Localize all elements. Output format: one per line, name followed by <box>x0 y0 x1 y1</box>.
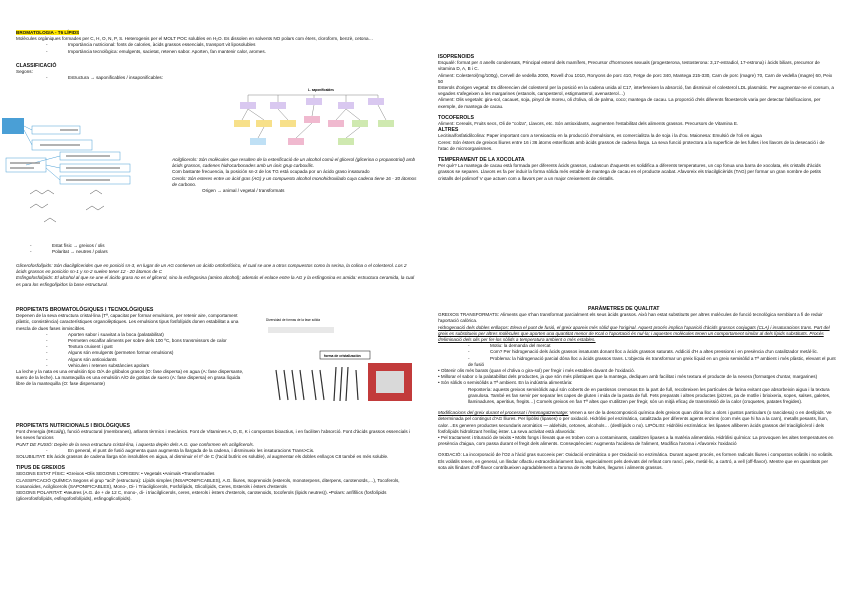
propietats-item: - Alguns són emulgents (permeten formar emulsions) <box>16 350 250 356</box>
propietats-item: - Vehiculen i retenen substàncies apolars <box>16 363 250 369</box>
classificacio-heading: CLASSIFICACIÓ <box>16 62 57 69</box>
qualitat-item: - Com? Per hidrogenació dels àcids grassos insaturats donant lloc a àcids grassos saturats. Addició d'H a altes pressions i en presència d'un catalitzador metàl·lic. <box>438 349 836 355</box>
classificacio-sub: Segons: <box>16 69 33 75</box>
acilglicerols-text: Acilglicerols: Són molècules que resulten de la esterificació de un alcohol comú el glicerol (glicerina o propanotriol) amb àcids grassos, cadenes hidrocarbonades amb un únic grup carboxílic. <box>172 157 416 169</box>
temperament-heading: TEMPERAMENT DE LA XOCOLATA <box>438 157 525 164</box>
fosfolipids-block <box>16 263 416 288</box>
qualitat-bullet: • Millorar el sabor o la palatabilitat dels productes, ja que són més plàstiques que la mantega, dediquen amb facilitat i més textura el producte de la nevera (formatges d'untar, margarines) <box>438 374 818 380</box>
cerols-text: Cerols: Són esteres entre un àcid gras (AG) y un compuesto alcohol monohidroxilado cuya cadena tiene 16 - 30 átomos de carbono. <box>172 175 417 187</box>
acilglicerols-block <box>172 157 418 194</box>
propietats-item: - Textura cruixent i gust <box>16 344 250 350</box>
left-column <box>16 30 416 81</box>
oxidacio-text: OXIDACIÓ: La incorporació de l'O2 a l'àcid gras succeeix per: Oxidació enzimàtica o per Oxidació no enzimàtica. Durant aquest procés, es formen radicals lliures i compostos volàtils i no volàtils. Els volàtils tenen, en general, un llindar olfactiu extraordinàriament baix, especialment pels derivats del refinat com rancí, peix, metàl·lic, a cartró, a vell (off-flavor). Mentre que en quantitats per sota als llindars d'off-flavor contribueixen agradablement a l'aroma de molts fruites, llegums i aliments grassos. <box>438 452 834 470</box>
propietats-section <box>16 307 250 388</box>
tipus-text: SEGONS POLARITAT: •Neutres (A.G. de + de 12 C, mono-, di- i triacilglicerols, ceres, esterols i èsters d'esterols, carotenoids, tocoferols (lipids neutres)). •Polars: anfífilics (fosfolípids (glicerofosfolípids, esfingofosfolípids), esfingoglicolípids). <box>16 490 387 502</box>
isoprenoids-text: Esterols d'origen vegetal: Es diferencien del colesterol per la posició en la cadena unida al C17, interfereixen la absorció, fan disminuir el colesterol LDL plasmàtic. Per augmentar-ne el consum, a vegades s'afegeixen a les margarines (estanols, campesterol, estigmasterol, avenasterol…) <box>438 85 834 97</box>
page-title: BROMATOLOGIA - T6 LÍPIDS <box>16 30 80 35</box>
solubilitat-text: SOLUBILITAT: Els àcids grassos de cadena llarga són insolubles en aigua, al disminuir el nº de C (l'acid butíric es soluble), al augmentar els dobles enllaços C8 també es més soluble. <box>16 454 389 460</box>
tipus-text: CLASSIFICACIÓ QUÍMICA Segons el grup "acil" (estructura): Lípids simples (INSAPONIFICABLES), A.G. lliures, Isoprenoids (esterols, monoterpens, diterpens, carotenoïds,…), Tocoferols, Icosanoides, Acilglicerols (SAPONIFICABLES), Mono-, Di- i Triacilglicerols, Fosfolípids, Glicolípids, Ceres, Esterols i èsters d'esterols <box>16 477 400 489</box>
isoprenoids-text: Esqualè: format per 4 anells condensats, Principal esterol dels mamífers, Precursor d'hormones sexuals (progesterona, testosterona: 3,17-estradiol, 17-estrona) i àcids biliars, precursor de vitamina D, A, B i C. <box>438 60 820 72</box>
propietats-item: - Alguns són antioxidants <box>16 357 250 363</box>
temperament-text: Per què? La mantega de cacau està formada per diferents àcids grassos, cadascun d'aquests es solidifica a diferents temperatures, un cop fonua una barra de xocolata, els cristalls d'àcids grassos se separen. Llavors es fa per induir la forma sòlida més estable de mantega de cacau en el producte acabat. Afavoreix els triacilglicèrids (TAG) per formar un gran nombre de petits cristalls del polimorf V que actuen com a llavors per a un major creixement de cristalls. <box>438 163 821 181</box>
acilglicerols-text-2: Com bastante frecuencia, la posición sn-2 de los TG está ocupada por un ácido graso insaturado <box>172 169 370 175</box>
polaritat-item: - Polaritat → neutres / polars <box>30 249 170 255</box>
estat-item: - Estat físic → greixos / olis <box>30 243 170 249</box>
altres-heading: ALTRES <box>438 127 459 134</box>
qualitat-heading: PARÀMETRES DE QUALITAT <box>588 306 660 312</box>
right-column <box>438 54 836 182</box>
altres-text: Ceres: Són èsters de greixos lliures entre 16 i 36 àtoms esterificats amb àcids grassos de cadena llarga. La seva funció protectora a la superfície de les fulles i les llavors de la desecació i de l'atac de microorganismes. <box>438 139 825 151</box>
tocoferols-heading: TOCOFEROLS <box>438 114 474 121</box>
nutricionals-section <box>16 423 416 502</box>
qualitat-bullet: • Obtenir olis més barats (quan el d'oliva o gira-sol) per fregir i més estables davant de l'oxidació. <box>438 368 635 374</box>
nutricionals-heading: PROPIETATS NUTRICIONALS I BIOLÒGIQUES <box>16 423 130 429</box>
intro-text: Molècules orgàniques formades per C, H, O, N, P, S. Heterogenis per el MOLT POC solubles en H₂O. Es dissolen en solvents NO polars com èters, cloroform, benzè, cetona… <box>16 36 374 42</box>
classification-extra <box>30 243 170 255</box>
estructura-item: - Estructura → saponificables / insaponificables: <box>16 75 416 81</box>
modificacions-heading: Modificacions del greix durant el processat i l'emmagatzematge: <box>438 410 569 416</box>
diagram-title: L. saponificables <box>308 88 334 92</box>
intro-item: - Importància tecnològica: emulgents, sacietat, retenen sabor. Aporten, fan mantenir calor, aromes. <box>16 49 416 55</box>
intro-item: - Importància nutricional: fonts de calories, àcids grassos essencials, transport vit liposolubles <box>16 42 416 48</box>
propietats-item: - Permeten escalfar aliments per sobre dels 100 ºC, bons transmissors de calor <box>16 338 250 344</box>
esfingofosfolipids-text: Esfingofosfolípids: El alcohol al que se une el ácido graso no es el glicerol, sino la esfingosina (amino alcohol); además el enlace entre la AG y la esfingosina es amida: estructura ceramida, la cual es para los esfingolípidos la base estructural. <box>16 275 415 287</box>
isoprenoids-heading: ISOPRENOIDS <box>438 54 475 60</box>
tipus-heading: TIPUS DE GREIXOS <box>16 465 66 472</box>
qualitat-text: GREIXOS TRANSFORMATS: Aliments que s'han transformat parcialment els seus àcids grassos. Això han estat substituïts per altres molècules de funció tecnològica semblant a fi de reduir l'aportació calòrica. <box>438 312 823 324</box>
punt-fusio-item: - En general, el punt de fusió augmenta quan augmenta la llargada de la cadena, i disminueix les insaturacions Trans>Cis. <box>16 448 416 454</box>
modificacions-block <box>438 410 836 435</box>
reposteria-text: Repostería: aquests greixos semisòlids aquí són coberts de en pastissos cremosos En la part de full, recobreixen les partícules de farina evitant que absorbeixin aigua i la textura granulosa. També es fan servir per separar les capes de gluten i mida de la pasta de full. Fets preparats i altres productes (pizzes, pa de motlle i brioixeria, sopes, salses, galetes, llaminadures, aperitius, fregits…) Comels greixos en fan Tª altes que s'utilitzen per fregir, són un mitjà eficaç de transmissió de la calor (croquetes, patates fregides). <box>468 386 831 405</box>
qualitat-item: - Problema: la hidrogenació parcial dóna lloc a àcids grassos trans. L'objectiu és transformar un greix líquid en un greix semisòlid a Tª ambient i més plàstic, elevant el punt de fusió <box>438 356 836 368</box>
propietats-text: Depenen de la seva estructura cristal·lina (Tª, capacitat per formar emulsions, per retenir aire, comportament plàstic, consistència) característiques organolèptiques. Les emulsions tipus fosfolípids donen estabilitat a una mescla de dues fases inmiscibles. <box>16 313 239 331</box>
isoprenoids-text: Aliment: Colesterol(mg/100g), Cervell de vedella 2000, Rovell d'ou 1010, Ronyons de porc 410, Fetge de porc 340, Mantega 215-330, Carn de porc (magre) 70, Carn de vedella (magre) 60, Peix 50 <box>438 72 833 84</box>
punt-fusio-text: PUNT DE FUSIÓ: Depèn de la seva estructura cristal·lina, i aquesta depèn dels A.G. que conformen els acilglicerols. <box>16 441 255 447</box>
saponificables-diagram <box>228 86 418 156</box>
modificacions-text-2: • Pel tractament i trituració de teixits • Molts fongs i llevats que es troben com a contaminants, catalitzen lipases a la matèria alimentària. Hidròlisi química: La provoquen les altes temperatures en presència d'aigua, com passa durant el fregit dels aliments. Conseqüències: Augmenta l'acidesa de l'aliment, Modifica l'aroma i Afavoreix l'oxidació <box>438 435 834 447</box>
propietats-heading: PROPIETATS BROMATOLÒGIQUES I TECNOLÒGIQUES <box>16 307 154 313</box>
figure-title: Diversidad de formas de la fase sólida <box>266 318 321 322</box>
propietats-item: - Aporten sabor i suavitat a la boca (palatabilitat) <box>16 332 250 338</box>
classification-mindmap <box>0 118 170 250</box>
isoprenoids-text: Aliment: Olis vegetals: gira-sol, cacauet, soja, pinyol de moreu, oli d'oliva, oli de palma, coco; mantega de cacau. La proporció d'els diferents fitoesterols varia per detectar falsificacions, per exemple, de mantega de cacau. <box>438 97 821 109</box>
tipus-text: SEGONS ESTAT FÍSIC: •Greixos •Olis SEGONS L'ORIGEN: • Vegetals •Animals •Transformades <box>16 471 215 477</box>
tocoferols-text: Aliment: Cereals, Fruits secs, Oli de "colza", Llavors, etc. Són antioxidants, augmenten l'estabilitat dels aliments grassos. Precursors de Vitamina E. <box>438 121 739 127</box>
hidrogenacio-text: Hidrogenació dels dobles enllaços: Eleva el punt de fusió, el greix apareix més sòlid que l'original. Aquest procés implica l'aparició d'àcids grassos conjugats (CLA) i insaturacions trans. Part del greix es substitueix per altres molècules que aporten una quantitat menor de Kcal o l'aportació és nul·la; i aquestes molècules tenen un comportament similar al dels lípids substituïts. Procés d'eliminació dels olis per fer-los sòlids a temperatura ambient o més estables. <box>438 324 830 343</box>
altres-text: Lecitina/fosfatidilcolina: Paper important com a tensioactiu en la producció d'emulsions, es comercialitza la de soja i la d'ou. Maionesa: Emulsió de l'oli en aigua <box>438 133 762 139</box>
modificacions-text: Venen a ser de la descomposició química dels greixos quan dóna lloc a olors i gustos particulars (o rancidesa) o en deslípids. Ve determinada pel contingut d'AG lliures. Per lipòlisi (lipases) o per oxidació. Hidròlisi pel enzimàtica, catalitzada per diferents agents enzims (com més que hi ha a la carn), metalls pesants, llum, calor…Es generen productes secundaris aromàtics — aldehids, cetones, alcohols… (desllípids o no). LIPÒLISI: Hidròlisi enzimàtica: les lipases alliberen àcids grassos del triacilglicèrol i dels fosfolípids hidrolitzant l'enllaç èster. La seva activitat està afavorida: <box>438 410 832 434</box>
figure-label: forma de cristalización <box>324 354 361 358</box>
nutricionals-text: Font d'energia (9Kcal/g), funció estructural (membranes), aïllants tèrmics i mecànics. Font de Vitamines A, D, E, K i compostos bioactius, i en faciliten l'absorció. Font d'àcids grassos essencials i les seves funcions <box>16 429 410 441</box>
qualitat-section <box>438 306 836 471</box>
crystallization-figure <box>256 315 416 405</box>
glicerofosfolipids-text: Glicerofosfolípids: Són diacilglicerides que en posició sn-3, en lugar de un AG contienen un ácido ortofosfórico, el cual se une a otros compuestos como la serina, la colina o el colesterol. Los 2 àcids grassos en posición sn-1 y sn-2 suelen tener 12 - 20 átomos de C <box>16 263 407 275</box>
emulsio-text: La leche y la nata es una emulsión tipo O/A de glóbulos grasos (O: fase dispersa) en agua (A: fase dispersante, suero de la leche). La mantequilla es una emulsión A/O de gotitas de suero (A: fase dispersa) en grasa líquida libre de la mantequilla (O: fase dispersante) <box>16 369 244 387</box>
qualitat-item: - Motiu: la demanda del mercat <box>438 343 836 349</box>
qualitat-bullet: • Són sòlids o semisòlids a Tª ambient. En la indústria alimentària: <box>438 380 573 386</box>
origen-item: Origen → animal / vegetal / transformats <box>202 188 285 194</box>
